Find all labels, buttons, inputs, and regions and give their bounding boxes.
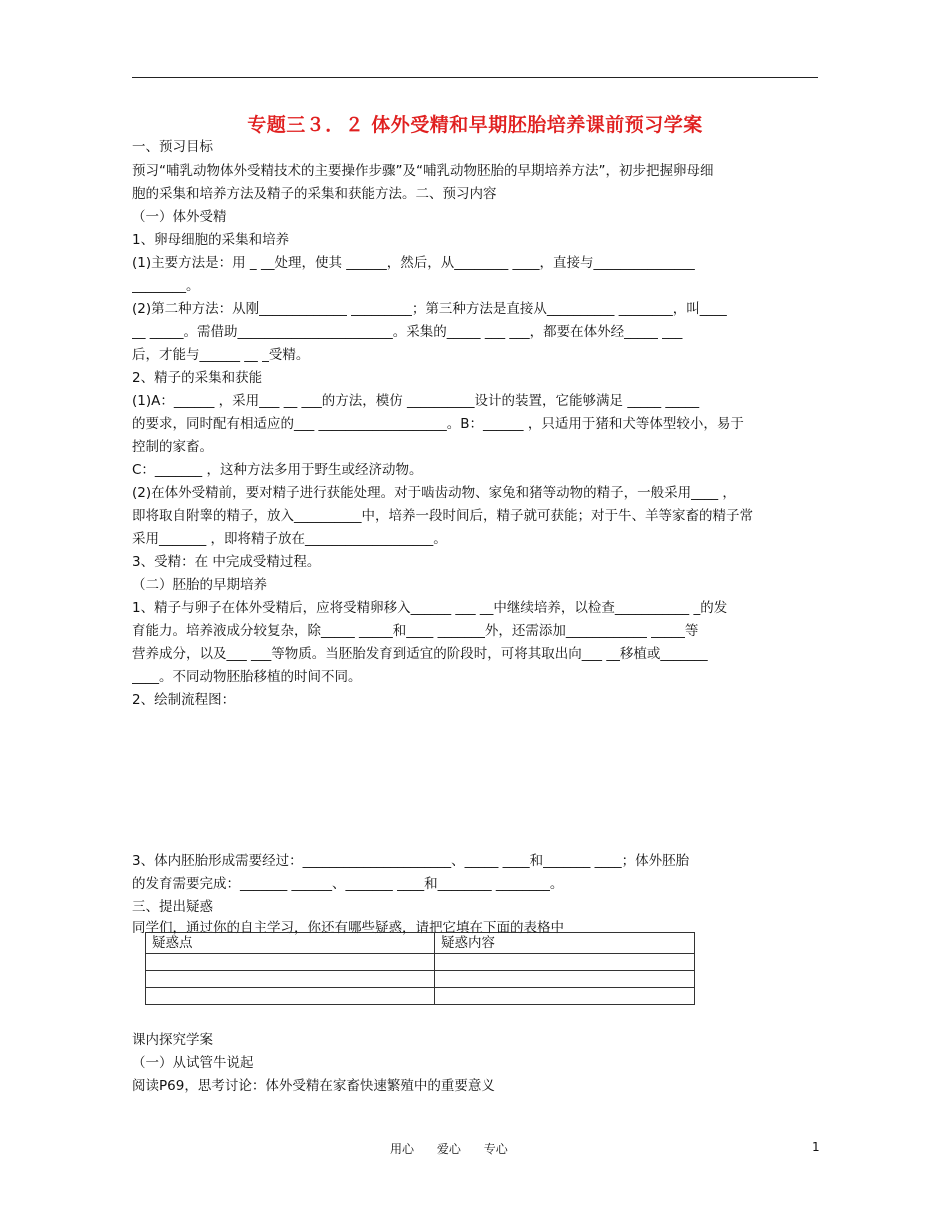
table-cell[interactable] (435, 971, 695, 988)
text-line: 胞的采集和培养方法及精子的采集和获能方法。二、预习内容 (132, 186, 497, 202)
section-heading-goals: 一、预习目标 (132, 139, 213, 155)
table-row (146, 971, 695, 988)
table-header-cell: 疑惑内容 (435, 933, 695, 954)
fill-in-line: (1)A：______ ，采用___ __ ___的方法，模仿 __________设计的装置，它能够满足 _____ _____ (132, 393, 700, 409)
fill-in-line: 育能力。培养液成分较复杂，除_____ _____和____ _______外，还需添加____________ _____等 (132, 623, 699, 639)
table-cell[interactable] (435, 954, 695, 971)
fill-in-line: ________。 (132, 278, 200, 294)
fill-in-line: 的要求，同时配有相适应的___ ___________________。B：______ ，只适用于猪和犬等体型较小，易于 (132, 416, 744, 432)
text-line: 控制的家畜。 (132, 439, 213, 455)
fill-in-line: (1)主要方法是：用 _ __处理，使其 ______，然后，从________ ____，直接与_______________ (132, 255, 695, 271)
fill-in-line: 营养成分，以及___ ___等物质。当胚胎发育到适宜的阶段时，可将其取出向___ __移植或_______ (132, 646, 708, 662)
table-cell[interactable] (146, 954, 435, 971)
item-heading: 2、绘制流程图： (132, 692, 236, 708)
fill-in-line: (2)第二种方法：从刚_____________ _________；第三种方法是直接从__________ ________，叫____ (132, 301, 727, 317)
table-cell[interactable] (435, 988, 695, 1005)
table-cell[interactable] (146, 971, 435, 988)
text-line: 预习“哺乳动物体外受精技术的主要操作步骤”及“哺乳动物胚胎的早期培养方法”，初步把握卵母细 (132, 163, 714, 179)
item-heading: 1、卵母细胞的采集和培养 (132, 232, 290, 248)
subsection-heading: （二）胚胎的早期培养 (132, 577, 267, 593)
subsection-heading: （一）从试管牛说起 (132, 1055, 254, 1071)
table-header-row (146, 933, 695, 954)
header-rule (132, 77, 818, 78)
fill-in-line: (2)在体外受精前，要对精子进行获能处理。对于啮齿动物、家兔和猪等动物的精子，一般采用____ ， (132, 485, 736, 501)
fill-in-line: __ _____。需借助_______________________。采集的_____ ___ ___，都要在体外经_____ ___ (132, 324, 683, 340)
section-heading-inclass: 课内探究学案 (132, 1032, 213, 1048)
subsection-heading: （一）体外受精 (132, 209, 227, 225)
table-header-cell: 疑惑点 (146, 933, 435, 954)
fill-in-line: 即将取自附睾的精子，放入__________中，培养一段时间后，精子就可获能；对于牛、羊等家畜的精子常 (132, 508, 753, 524)
section-heading-questions: 三、提出疑惑 (132, 899, 213, 915)
text-line: ____。不同动物胚胎移植的时间不同。 (132, 669, 362, 685)
questions-table (145, 932, 695, 1005)
text-line: 阅读P69，思考讨论：体外受精在家畜快速繁殖中的重要意义 (132, 1078, 495, 1094)
table-row (146, 988, 695, 1005)
fill-in-line: 3、体内胚胎形成需要经过：______________________、_____ ____和_______ ____；体外胚胎 (132, 853, 690, 869)
fill-in-line: 采用_______ ，即将精子放在___________________。 (132, 531, 447, 547)
document-title: 专题三３．２ 体外受精和早期胚胎培养课前预习学案 (247, 114, 703, 136)
table-row (146, 954, 695, 971)
table-cell[interactable] (146, 988, 435, 1005)
fill-in-line: C：_______ ，这种方法多用于野生或经济动物。 (132, 462, 423, 478)
footer-slogan: 用心 爱心 专心 (390, 1142, 508, 1156)
fill-in-line: 后，才能与______ __ _受精。 (132, 347, 310, 363)
fill-in-line: 3、受精：在 中完成受精过程。 (132, 554, 321, 570)
page-number: 1 (812, 1140, 820, 1154)
item-heading: 2、精子的采集和获能 (132, 370, 263, 386)
fill-in-line: 的发育需要完成：_______ ______、_______ ____和________ ________。 (132, 876, 564, 892)
fill-in-line: 1、精子与卵子在体外受精后，应将受精卵移入______ ___ __中继续培养，以检查___________ _的发 (132, 600, 728, 616)
text-line: 同学们，通过你的自主学习，你还有哪些疑惑，请把它填在下面的表格中 (132, 920, 564, 936)
